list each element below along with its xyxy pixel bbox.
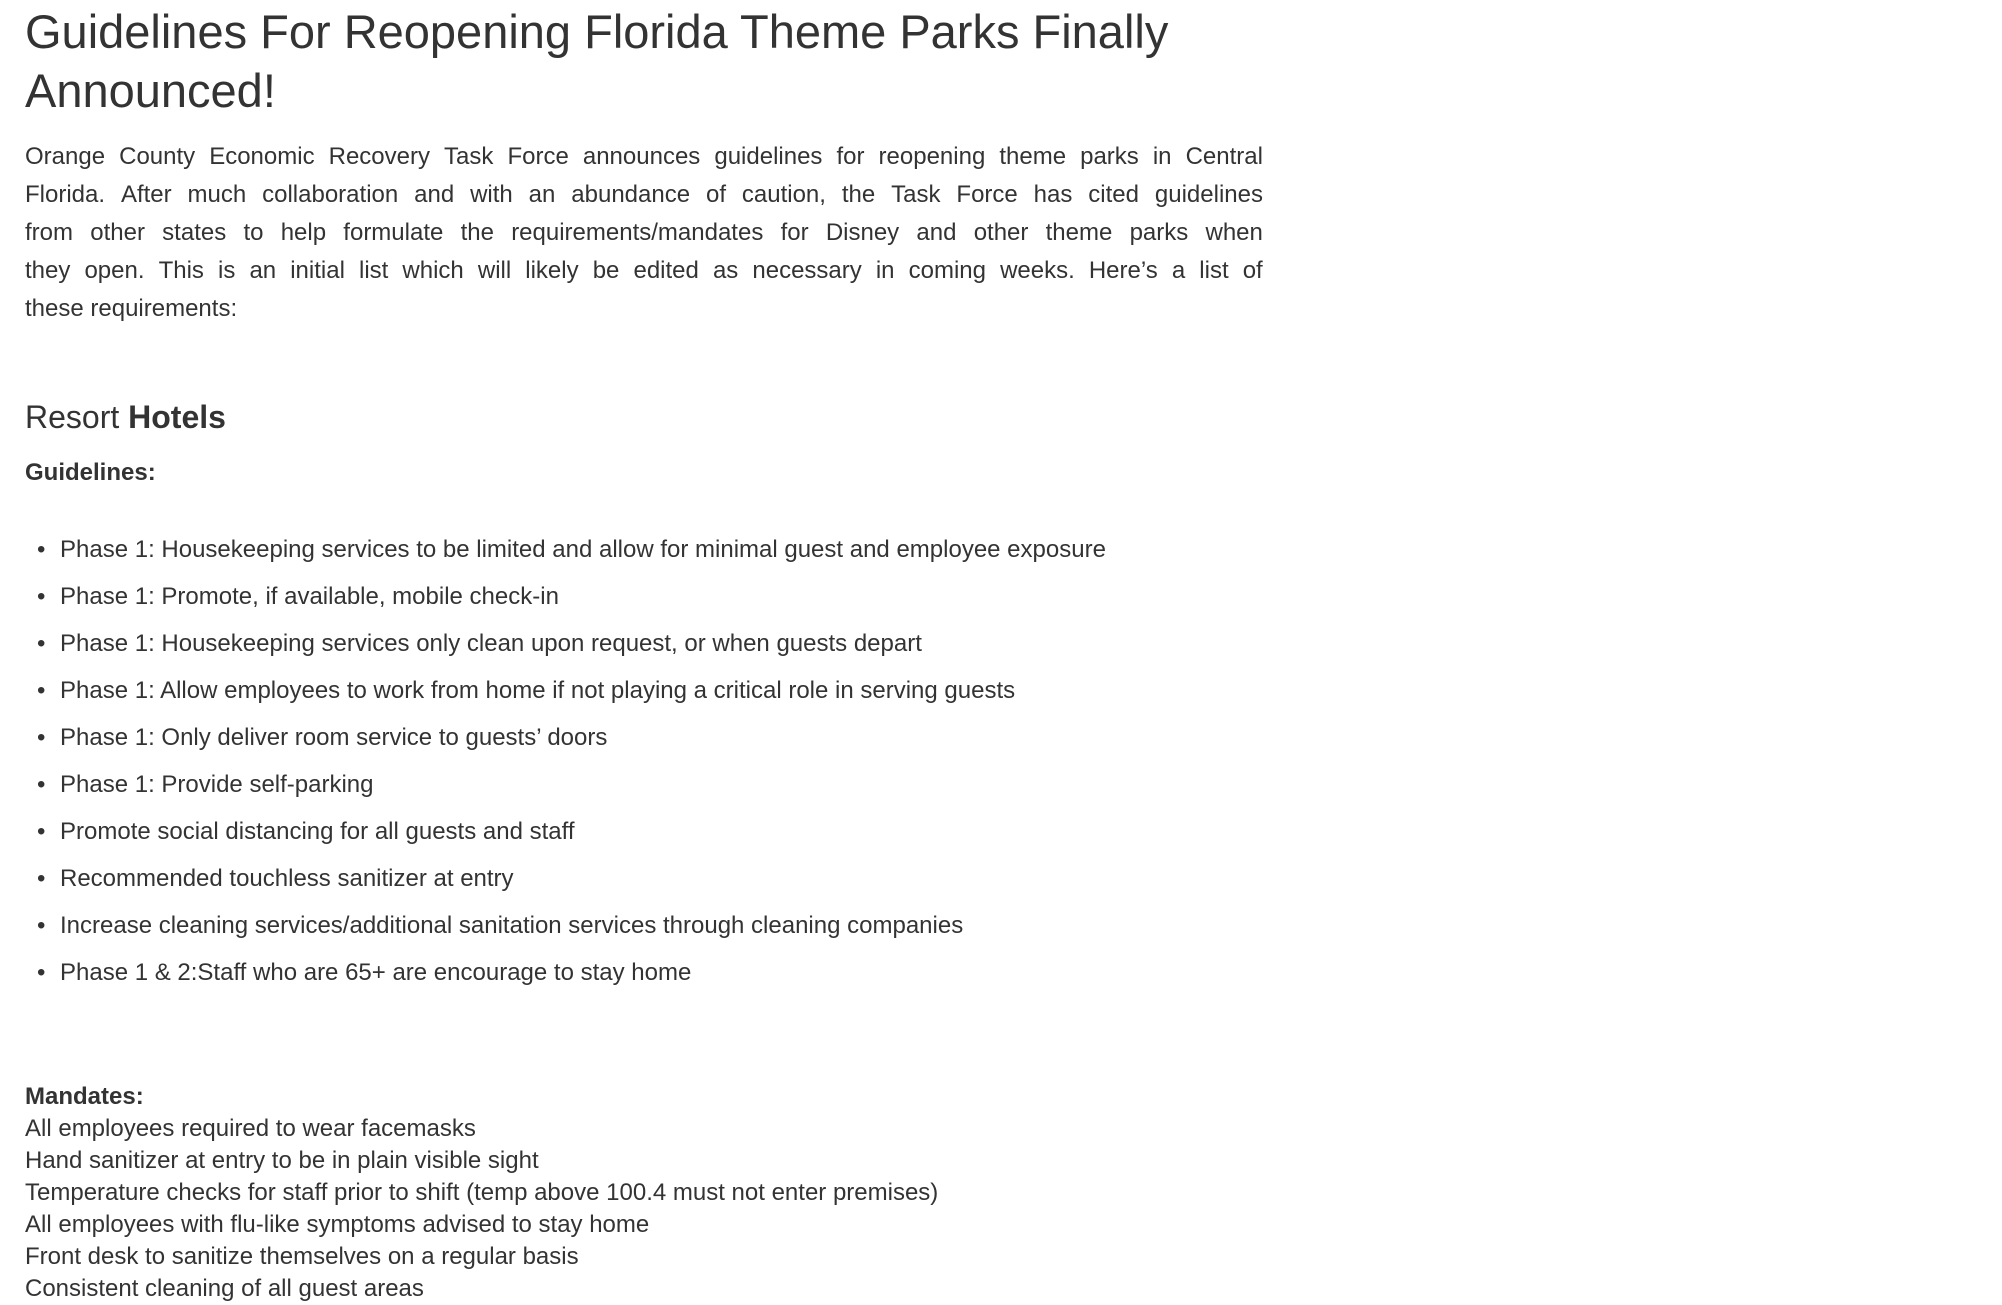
intro-word: will (477, 257, 512, 284)
intro-word: After (120, 181, 172, 208)
intro-word: reopening (878, 143, 986, 170)
intro-word: parks (1080, 143, 1139, 170)
intro-word: other (973, 219, 1029, 246)
intro-word: Florida. (25, 181, 106, 208)
intro-word: Economic (209, 143, 315, 170)
intro-word: Task (444, 143, 494, 170)
guideline-item: • Phase 1: Allow employees to work from home if not playing a critical role in serving guests (25, 672, 1263, 710)
intro-line (25, 138, 1263, 176)
guidelines-heading: Guidelines: (25, 459, 156, 486)
intro-word: guidelines (714, 143, 823, 170)
intro-word: an (249, 257, 277, 284)
intro-word: an (528, 181, 556, 208)
intro-word: to (243, 219, 264, 246)
intro-word: parks (1129, 219, 1189, 246)
intro-word: Task (891, 181, 941, 208)
intro-line (25, 252, 1263, 290)
intro-word: Recovery (328, 143, 430, 170)
section-heading-bold-text: Hotels (128, 399, 226, 435)
intro-word: Orange (25, 143, 106, 170)
mandate-line: Consistent cleaning of all guest areas (25, 1275, 424, 1302)
intro-word: is (218, 257, 236, 284)
intro-word: has (1033, 181, 1073, 208)
intro-word: Disney (825, 219, 900, 246)
intro-word: be (592, 257, 620, 284)
intro-word: help (280, 219, 327, 246)
intro-word: Central (1185, 143, 1263, 170)
intro-word: list (359, 257, 389, 284)
intro-word: requirements/mandates (511, 219, 764, 246)
intro-word: when (1205, 219, 1263, 246)
intro-word: for (780, 219, 809, 246)
intro-word: of (1242, 257, 1263, 284)
intro-word: cited (1088, 181, 1139, 208)
intro-word: and (916, 219, 957, 246)
intro-word: which (402, 257, 464, 284)
intro-word: County (119, 143, 196, 170)
guideline-item: • Phase 1: Housekeeping services only clean upon request, or when guests depart (25, 625, 1263, 663)
intro-word: with (470, 181, 513, 208)
mandate-line: Temperature checks for staff prior to shift (temp above 100.4 must not enter premises) (25, 1179, 939, 1206)
intro-word: necessary (752, 257, 862, 284)
section-heading-regular-text: Resort (25, 399, 129, 435)
intro-word: states (162, 219, 227, 246)
mandates-list (25, 1113, 1263, 1305)
guideline-item: • Phase 1 & 2:Staff who are 65+ are encourage to stay home (25, 954, 1263, 992)
intro-word: guidelines (1154, 181, 1263, 208)
intro-word: coming (908, 257, 986, 284)
section-heading (25, 397, 1263, 437)
mandate-line: All employees with flu-like symptoms advised to stay home (25, 1211, 650, 1238)
mandates-heading: Mandates: (25, 1083, 144, 1110)
intro-word: theme (999, 143, 1067, 170)
intro-word: as (712, 257, 739, 284)
intro-word: weeks. (1000, 257, 1075, 284)
intro-word: list (1199, 257, 1229, 284)
intro-word: formulate (343, 219, 444, 246)
intro-word: open. (84, 257, 145, 284)
intro-word: a (1171, 257, 1186, 284)
intro-word: the (460, 219, 494, 246)
intro-word: Force (507, 143, 569, 170)
intro-word: Here’s (1088, 257, 1158, 284)
mandate-line: All employees required to wear facemasks (25, 1115, 476, 1142)
mandate-line: Hand sanitizer at entry to be in plain visible sight (25, 1147, 539, 1174)
intro-word: abundance (571, 181, 691, 208)
guideline-item: • Phase 1: Only deliver room service to guests’ doors (25, 719, 1263, 757)
guideline-item: • Promote social distancing for all guests and staff (25, 813, 1263, 851)
guidelines-list (25, 531, 1263, 992)
intro-word: in (875, 257, 895, 284)
intro-word: This (158, 257, 204, 284)
intro-word: theme (1045, 219, 1113, 246)
intro-word: for (836, 143, 865, 170)
intro-word: much (187, 181, 247, 208)
intro-word: announces (582, 143, 701, 170)
guideline-item: • Increase cleaning services/additional sanitation services through cleaning companies (25, 907, 1263, 945)
intro-word: Force (956, 181, 1018, 208)
intro-word: collaboration (262, 181, 399, 208)
guideline-item: • Phase 1: Housekeeping services to be limited and allow for minimal guest and employee exposure (25, 531, 1263, 569)
intro-word: other (90, 219, 145, 246)
intro-word: they (25, 257, 71, 284)
intro-word: in (1152, 143, 1172, 170)
intro-word: caution, (741, 181, 826, 208)
intro-word: edited (633, 257, 699, 284)
intro-word: likely (525, 257, 579, 284)
intro-word: the (841, 181, 876, 208)
guideline-item: • Phase 1: Promote, if available, mobile check-in (25, 578, 1263, 616)
guideline-item: • Recommended touchless sanitizer at entry (25, 860, 1263, 898)
intro-word: initial (290, 257, 345, 284)
page-title: Guidelines For Reopening Florida Theme Parks Finally Announced! (25, 5, 1169, 117)
intro-line: these requirements: (25, 295, 238, 322)
mandate-line: Front desk to sanitize themselves on a regular basis (25, 1243, 579, 1270)
intro-word: and (414, 181, 455, 208)
intro-word: of (705, 181, 726, 208)
intro-line (25, 176, 1263, 214)
guideline-item: • Phase 1: Provide self-parking (25, 766, 1263, 804)
intro-word: from (25, 219, 73, 246)
intro-line (25, 214, 1263, 252)
intro-paragraph (25, 138, 1263, 328)
